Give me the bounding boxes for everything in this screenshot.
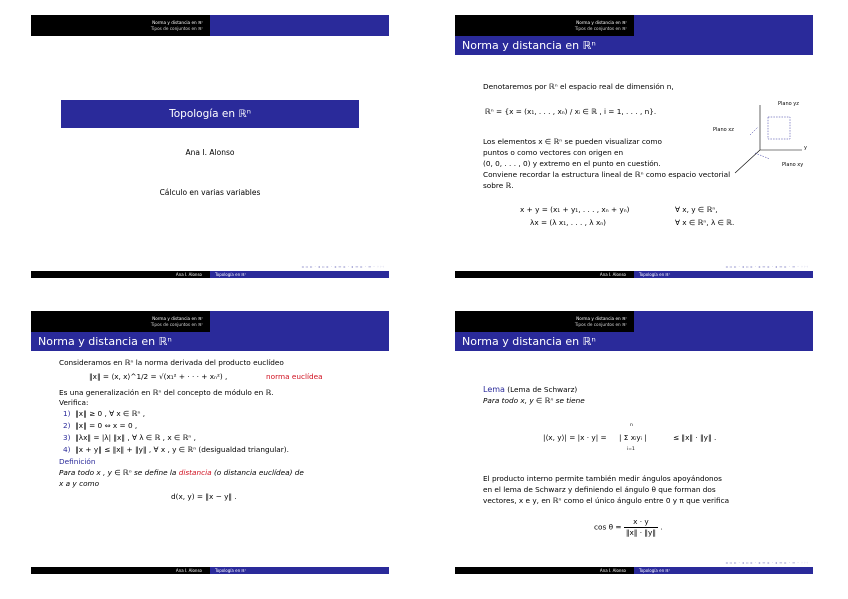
label-plane-xy: Plano xy (782, 162, 804, 168)
sum-equation: x + y = (x₁ + y₁, . . . , xₙ + yₙ) (520, 205, 630, 214)
cosine-definition: cos θ = $\frac{x \cdot y}{‖x‖ \cdot ‖y‖}$ . (594, 517, 663, 537)
definition-text: x a y como (59, 479, 100, 488)
slide-footer (31, 567, 389, 574)
slide-footer (455, 271, 813, 278)
footer-author: Ana I. Alonso (31, 567, 210, 574)
text-line: Los elementos x ∈ ℝⁿ se pueden visualizar como (483, 137, 662, 146)
beamer-nav-controls[interactable]: ◂ ▫ ▸ · ◂ ▫ ▸ · ◂ ≡ ▸ · ◂ ≡ ▸ · ≡ · ◦◦◦ (725, 560, 809, 565)
sum-lower-limit: i=1 (627, 447, 635, 452)
text-line: sobre ℝ. (483, 181, 514, 190)
header-section-2[interactable]: Tipos de conjuntos en ℝⁿ (150, 321, 203, 327)
text-line: El producto interno permite también medir ángulos apoyándonos (483, 474, 722, 483)
footer-author: Ana I. Alonso (31, 271, 210, 278)
slide-header (31, 15, 389, 36)
beamer-nav-controls[interactable]: ◂ ▫ ▸ · ◂ ▫ ▸ · ◂ ≡ ▸ · ◂ ≡ ▸ · ≡ · ◦◦◦ (725, 264, 809, 269)
text-line: vectores, x e y, en ℝⁿ como el único ángulo entre 0 y π que verifica (483, 496, 730, 505)
slide-norm-intro (455, 15, 813, 278)
property-item: 1) ‖x‖ ≥ 0 , ∀ x ∈ ℝⁿ , (63, 409, 146, 418)
definition-text: Para todo x , y ∈ ℝⁿ se define la distancia (o distancia euclídea) de (59, 468, 304, 477)
sum-upper-limit: n (630, 423, 633, 428)
text-line: Verifica: (59, 398, 89, 407)
lemma-statement: Para todo x, y ∈ ℝⁿ se tiene (483, 396, 585, 405)
schwarz-rhs: ≤ ‖x‖ · ‖y‖ . (673, 433, 717, 442)
slide-norm-definition (31, 311, 389, 574)
header-section-1[interactable]: Norma y distancia en ℝⁿ (152, 316, 203, 321)
scalar-equation: λx = (λ x₁, . . . , λ xₙ) (530, 218, 607, 227)
footer-title: Topología en ℝⁿ (634, 567, 813, 574)
text-line: (0, 0, . . . , 0) y extremo en el punto en cuestión. (483, 159, 661, 168)
slide-footer (455, 567, 813, 574)
norm-equation: ‖x‖ = ⟨x, x⟩^1/2 = √(x₁² + · · · + xₙ²) , (89, 372, 228, 381)
distance-term: distancia (178, 468, 212, 477)
slide-header (455, 15, 813, 36)
frame-title: Norma y distancia en ℝⁿ (455, 36, 813, 55)
label-plane-yz: Plano yz (778, 101, 799, 107)
scalar-quantifier: ∀ x ∈ ℝⁿ, λ ∈ ℝ. (675, 218, 735, 227)
author-name: Ana I. Alonso (185, 148, 235, 157)
header-section-2[interactable]: Tipos de conjuntos en ℝⁿ (574, 321, 627, 327)
coordinate-planes-figure (710, 95, 810, 175)
cosine-fraction: $\frac{x \cdot y}{‖x‖ \cdot ‖y‖}$ (625, 517, 657, 537)
plane-yz-square (768, 117, 790, 139)
slide-header (455, 311, 813, 332)
distance-equation: d(x, y) = ‖x − y‖ . (171, 492, 237, 501)
footer-author: Ana I. Alonso (455, 567, 634, 574)
label-plane-xz: Plano xz (713, 127, 734, 133)
property-item: 3) ‖λx‖ = |λ| ‖x‖ , ∀ λ ∈ ℝ , x ∈ ℝⁿ , (63, 433, 196, 442)
header-section-2[interactable]: Tipos de conjuntos en ℝⁿ (150, 25, 203, 31)
text-line: Consideramos en ℝⁿ la norma derivada del producto euclídeo (59, 358, 284, 367)
header-section-2[interactable]: Tipos de conjuntos en ℝⁿ (574, 25, 627, 31)
footer-title: Topología en ℝⁿ (210, 271, 389, 278)
text-line: en el lema de Schwarz y definiendo el ángulo θ que forman dos (483, 485, 716, 494)
property-item: 4) ‖x + y‖ ≤ ‖x‖ + ‖y‖ , ∀ x , y ∈ ℝⁿ (desigualdad triangular). (63, 445, 289, 454)
property-item: 2) ‖x‖ = 0 ⇔ x = 0 , (63, 421, 138, 430)
text-line: Denotaremos por ℝⁿ el espacio real de dimensión n, (483, 82, 674, 91)
lemma-heading: Lema (Lema de Schwarz) (483, 385, 578, 394)
text-line: Conviene recordar la estructura lineal de ℝⁿ como espacio vectorial (483, 170, 731, 179)
slide-schwarz-lemma (455, 311, 813, 574)
frame-title: Norma y distancia en ℝⁿ (455, 332, 813, 351)
schwarz-lhs: |⟨x, y⟩| = |x · y| = (543, 433, 607, 442)
norm-label: norma euclídea (266, 372, 323, 381)
label-axis-y: y (804, 145, 807, 151)
sum-quantifier: ∀ x, y ∈ ℝⁿ, (675, 205, 718, 214)
title-box: Topología en ℝⁿ (61, 100, 359, 128)
beamer-nav-controls[interactable]: ◂ ▫ ▸ · ◂ ▫ ▸ · ◂ ≡ ▸ · ◂ ≡ ▸ · ≡ · ◦◦◦ (301, 264, 385, 269)
footer-author: Ana I. Alonso (455, 271, 634, 278)
slide-header (31, 311, 389, 332)
slide-title (31, 15, 389, 278)
footer-title: Topología en ℝⁿ (210, 567, 389, 574)
frame-title: Norma y distancia en ℝⁿ (31, 332, 389, 351)
footer-title: Topología en ℝⁿ (634, 271, 813, 278)
set-definition: ℝⁿ = {x = (x₁, . . . , xₙ) / xᵢ ∈ ℝ , i = 1, . . . , n}. (485, 107, 657, 116)
header-section-1[interactable]: Norma y distancia en ℝⁿ (576, 316, 627, 321)
text-line: puntos o como vectores con origen en (483, 148, 624, 157)
course-name: Cálculo en varias variables (159, 188, 261, 197)
slide-footer (31, 271, 389, 278)
schwarz-sum: | Σ xᵢyᵢ | (619, 433, 647, 442)
definition-label: Definición (59, 457, 96, 466)
header-section-1[interactable]: Norma y distancia en ℝⁿ (576, 20, 627, 25)
text-line: Es una generalización en ℝⁿ del concepto de módulo en ℝ. (59, 388, 274, 397)
header-section-1[interactable]: Norma y distancia en ℝⁿ (152, 20, 203, 25)
